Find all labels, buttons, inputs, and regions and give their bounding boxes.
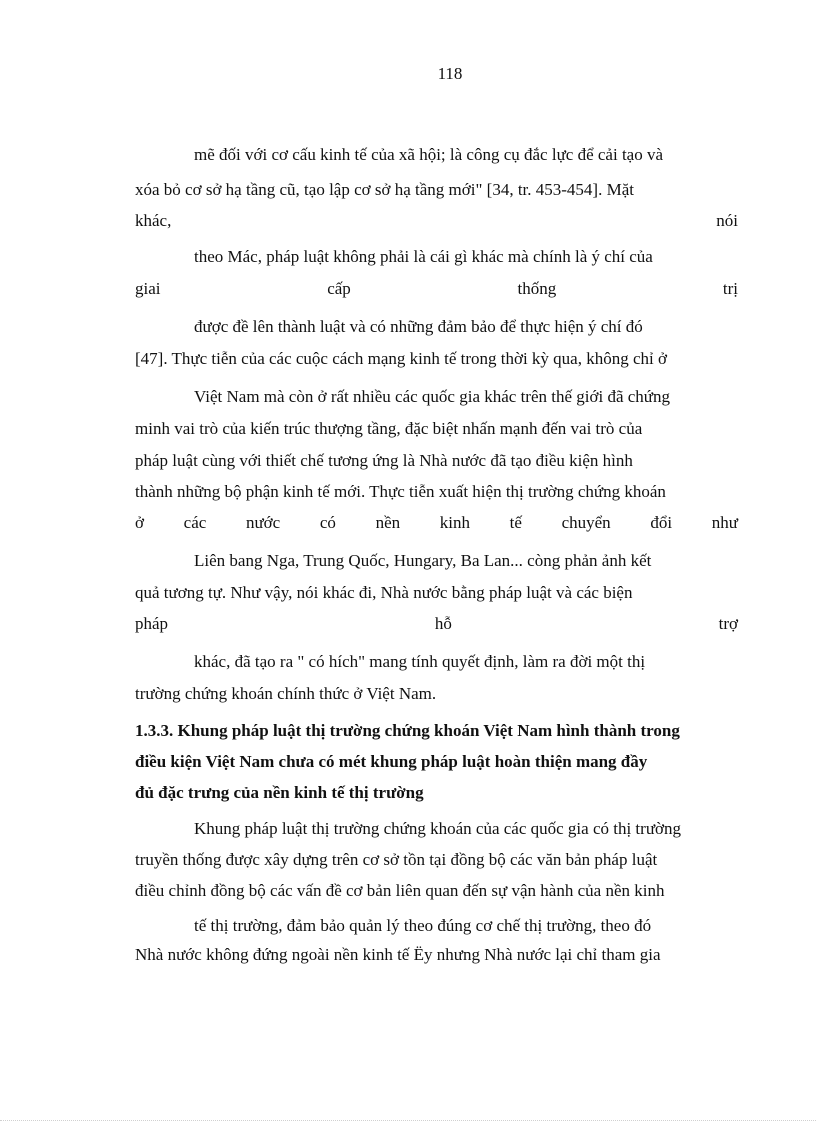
spread-word: như (711, 513, 738, 532)
text-line: tế thị trường, đảm bảo quản lý theo đúng cơ chế thị trường, theo đó (194, 916, 652, 935)
spread-word: có (319, 513, 336, 532)
spread-word: cấp (327, 279, 351, 298)
spread-word: hỗ (434, 614, 452, 633)
spread-word: tế (509, 513, 522, 532)
spread-word: đổi (650, 513, 673, 532)
text-line: mẽ đối với cơ cấu kinh tế của xã hội; là công cụ đắc lực để cải tạo và (194, 145, 664, 164)
spread-line (135, 209, 738, 233)
spread-word: thống (517, 279, 557, 298)
text-line: minh vai trò của kiến trúc thượng tầng, đặc biệt nhấn mạnh đến vai trò của (135, 419, 643, 438)
spread-word: ở (135, 513, 144, 532)
text-line: [47]. Thực tiễn của các cuộc cách mạng kinh tế trong thời kỳ qua, không chỉ ở (135, 349, 667, 368)
text-line: khác, đã tạo ra " có hích" mang tính quyết định, làm ra đời một thị (194, 652, 646, 671)
text-line: pháp luật cùng với thiết chế tương ứng là Nhà nước đã tạo điều kiện hình (135, 451, 633, 470)
section-heading-line: 1.3.3. Khung pháp luật thị trường chứng khoán Việt Nam hình thành trong (135, 721, 680, 740)
spread-word: giai (135, 279, 161, 298)
text-line: Việt Nam mà còn ở rất nhiều các quốc gia khác trên thế giới đã chứng (194, 387, 671, 406)
text-line: truyền thống được xây dựng trên cơ sở tồn tại đồng bộ các văn bản pháp luật (135, 850, 658, 869)
section-heading-line: điều kiện Việt Nam chưa có mét khung pháp luật hoàn thiện mang đầy (135, 752, 648, 771)
spread-word: kinh (439, 513, 470, 532)
spread-word: nước (245, 513, 281, 532)
text-line: Liên bang Nga, Trung Quốc, Hungary, Ba Lan... còng phản ảnh kết (194, 551, 652, 570)
spread-word: trị (722, 279, 738, 298)
spread-line (135, 612, 738, 636)
spread-word: chuyển (561, 513, 611, 532)
text-line: quả tương tự. Như vậy, nói khác đi, Nhà nước bằng pháp luật và các biện (135, 583, 633, 602)
text-line: điều chỉnh đồng bộ các vấn đề cơ bản liên quan đến sự vận hành của nền kinh (135, 881, 665, 900)
text-line: Nhà nước không đứng ngoài nền kinh tế Ëy nhưng Nhà nước lại chỉ tham gia (135, 945, 661, 964)
spread-line (135, 277, 738, 301)
text-line: theo Mác, pháp luật không phải là cái gì khác mà chính là ý chí của (194, 247, 653, 266)
spread-word: pháp (135, 614, 169, 633)
spread-word: nói (716, 211, 738, 230)
spread-line (135, 511, 738, 535)
text-line: xóa bỏ cơ sở hạ tầng cũ, tạo lập cơ sở hạ tầng mới" [34, tr. 453-454]. Mặt (135, 180, 634, 199)
spread-word: khác, (135, 211, 172, 230)
section-heading-line: đủ đặc trưng của nền kinh tế thị trường (135, 783, 424, 802)
spread-word: các (183, 513, 207, 532)
footer-divider (0, 1120, 816, 1121)
text-line: thành những bộ phận kinh tế mới. Thực tiễn xuất hiện thị trường chứng khoán (135, 482, 666, 501)
spread-word: nền (375, 513, 401, 532)
text-line: được đề lên thành luật và có những đảm bảo để thực hiện ý chí đó (194, 317, 643, 336)
spread-word: trợ (718, 614, 738, 633)
page-number: 118 (437, 64, 463, 83)
text-line: Khung pháp luật thị trường chứng khoán của các quốc gia có thị trường (194, 819, 682, 838)
text-line: trường chứng khoán chính thức ở Việt Nam. (135, 684, 437, 703)
